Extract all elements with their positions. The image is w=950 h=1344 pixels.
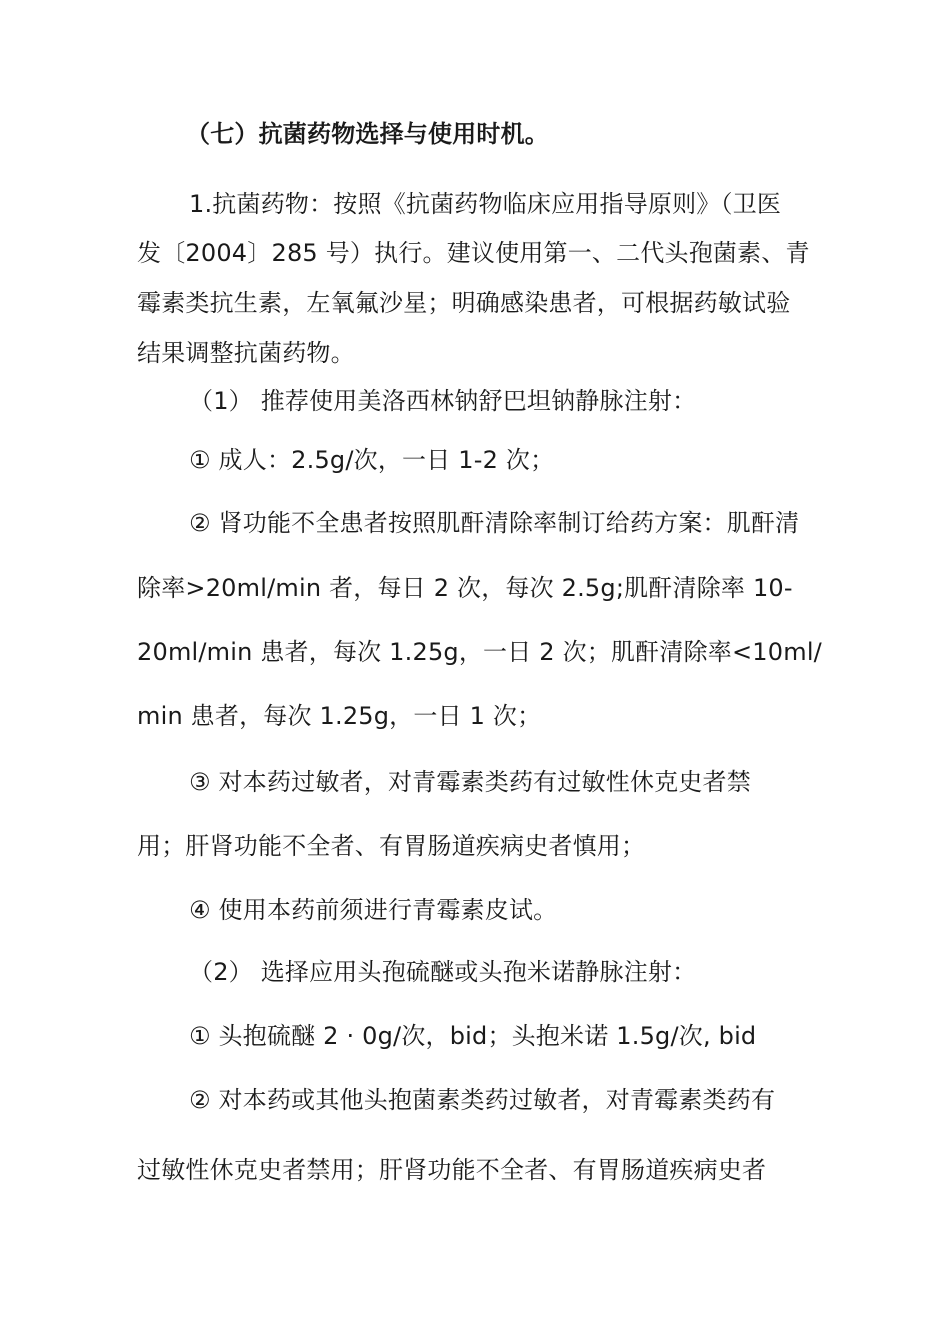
paragraph-line: 1.抗菌药物：按照《抗菌药物临床应用指导原则》（卫医 <box>189 190 782 218</box>
paragraph-line: 结果调整抗菌药物。 <box>137 339 355 367</box>
paragraph-line: 20ml/min 患者，每次 1.25g，一日 2 次；肌酐清除率<10ml/ <box>137 638 822 666</box>
list-item: ① 头抱硫醚 2 · 0g/次，bid；头抱米诺 1.5g/次, bid <box>189 1022 757 1050</box>
subsection-heading: （2） 选择应用头孢硫醚或头孢米诺静脉注射： <box>189 958 697 986</box>
paragraph-line: 发〔2004〕285 号）执行。建议使用第一、二代头孢菌素、青 <box>137 239 810 267</box>
paragraph-line: min 患者，每次 1.25g，一日 1 次； <box>137 702 542 730</box>
subsection-heading: （1） 推荐使用美洛西林钠舒巴坦钠静脉注射： <box>189 387 697 415</box>
paragraph-line: 除率>20ml/min 者，每日 2 次，每次 2.5g;肌酐清除率 10- <box>137 574 793 602</box>
section-heading: （七）抗菌药物选择与使用时机。 <box>186 120 549 148</box>
paragraph-line: 用；肝肾功能不全者、有胃肠道疾病史者慎用； <box>137 832 646 860</box>
list-item: ② 肾功能不全患者按照肌酐清除率制订给药方案：肌酐清 <box>189 509 800 537</box>
list-item: ① 成人：2.5g/次，一日 1-2 次； <box>189 446 555 474</box>
list-item: ② 对本药或其他头抱菌素类药过敏者，对青霉素类药有 <box>189 1086 776 1114</box>
list-item: ④ 使用本药前须进行青霉素皮试。 <box>189 896 558 924</box>
paragraph-line: 过敏性休克史者禁用；肝肾功能不全者、有胃肠道疾病史者 <box>137 1156 767 1184</box>
list-item: ③ 对本药过敏者，对青霉素类药有过敏性休克史者禁 <box>189 768 751 796</box>
paragraph-line: 霉素类抗生素，左氧氟沙星；明确感染患者，可根据药敏试验 <box>137 289 791 317</box>
